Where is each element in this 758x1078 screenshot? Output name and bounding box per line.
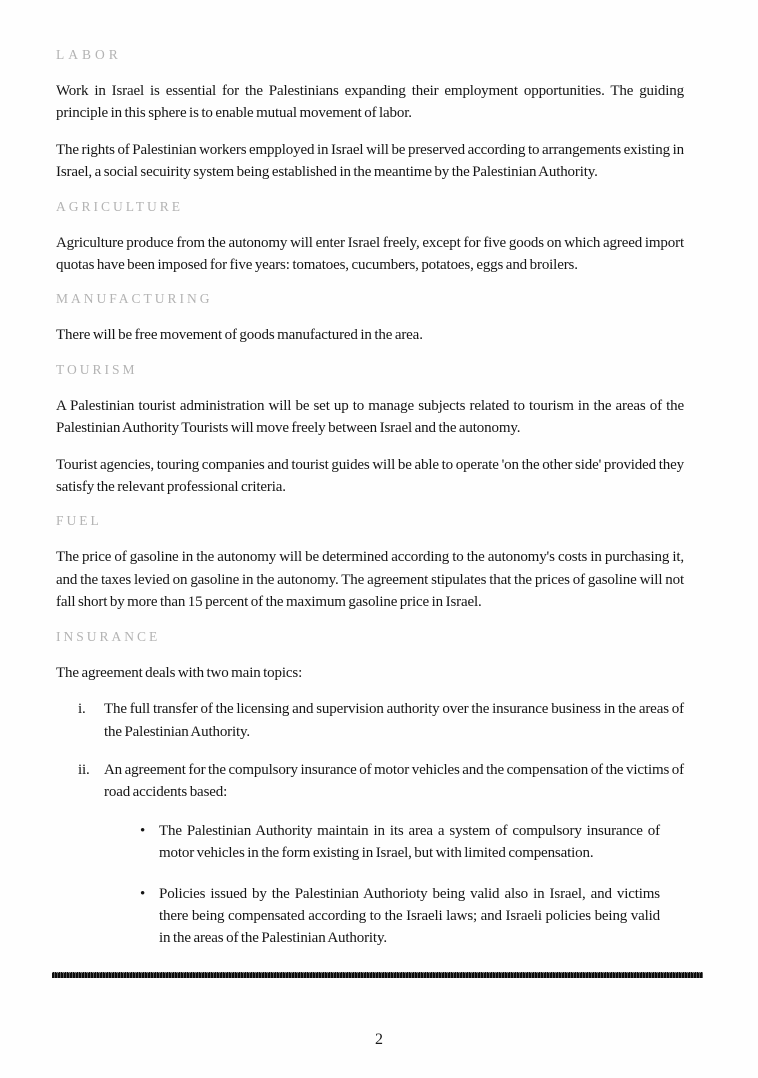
paragraph-labor-1: Work in Israel is essential for the Palestinians expanding their employment opportunities. The guiding principle in this sphere is to enable mutual movement of labor.: [56, 83, 684, 122]
section-heading-tourism: TOURISM: [56, 361, 138, 377]
bullet-item-text: The Palestinian Authority maintain in its area a system of compulsory insurance of motor vehicles in the form existing in Israel, but with limited compensation.: [159, 822, 660, 862]
section-heading-agriculture: AGRICULTURE: [56, 198, 184, 214]
paragraph-agriculture-1: Agriculture produce from the autonomy will enter Israel freely, except for five goods on which agreed import quotas have been imposed for five years: tomatoes, cucumbers, potatoes, eggs and broilers.: [56, 234, 684, 274]
numbered-item-text: The full transfer of the licensing and supervision authority over the insurance business in the areas of the Palestinian Authority.: [104, 701, 684, 740]
numbered-item-marker: ii.: [78, 761, 90, 778]
horizontal-rule: [52, 972, 703, 978]
paragraph-insurance-intro: The agreement deals with two main topics:: [56, 664, 303, 681]
paragraph-tourism-2: Tourist agencies, touring companies and tourist guides will be able to operate 'on the other side' provided they satisfy the relevant professional criteria.: [56, 456, 684, 496]
section-heading-labor: LABOR: [56, 47, 122, 62]
bullet-icon: •: [140, 885, 146, 902]
paragraph-labor-2: The rights of Palestinian workers empployed in Israel will be preserved according to arrangements existing in Israel, a social secuirity system being established in the meantime by the Palestinian Authority.: [56, 141, 684, 181]
paragraph-manufacturing-1: There will be free movement of goods manufactured in the area.: [56, 327, 423, 344]
bullet-item-1: [56, 820, 660, 865]
bullet-item-2: [56, 883, 660, 950]
bullet-item-text: Policies issued by the Palestinian Authorioty being valid also in Israel, and victims there being compensated according to the Israeli laws; and Israeli policies being valid in the areas of the Palestinian Authority.: [159, 885, 660, 947]
numbered-item-ii: [56, 759, 684, 804]
numbered-item-text: An agreement for the compulsory insurance of motor vehicles and the compensation of the victims of road accidents based:: [104, 761, 684, 801]
section-heading-fuel: FUEL: [56, 513, 102, 529]
section-heading-insurance: INSURANCE: [56, 628, 161, 644]
page-number: 2: [375, 1031, 383, 1048]
bullet-icon: •: [140, 822, 146, 839]
numbered-item-i: [56, 698, 684, 743]
paragraph-tourism-1: A Palestinian tourist administration will be set up to manage subjects related to tourism in the areas of the Palestinian Authority Tourists will move freely between Israel and the autonomy.: [56, 397, 684, 437]
numbered-item-marker: i.: [78, 701, 86, 718]
paragraph-fuel-1: The price of gasoline in the autonomy will be determined according to the autonomy's costs in purchasing it, and the taxes levied on gasoline in the autonomy. The agreement stipulates that the prices of gasoline will not fall short by more than 15 percent of the maximum gasoline price in Israel.: [56, 549, 684, 611]
section-heading-manufacturing: MANUFACTURING: [56, 291, 213, 307]
